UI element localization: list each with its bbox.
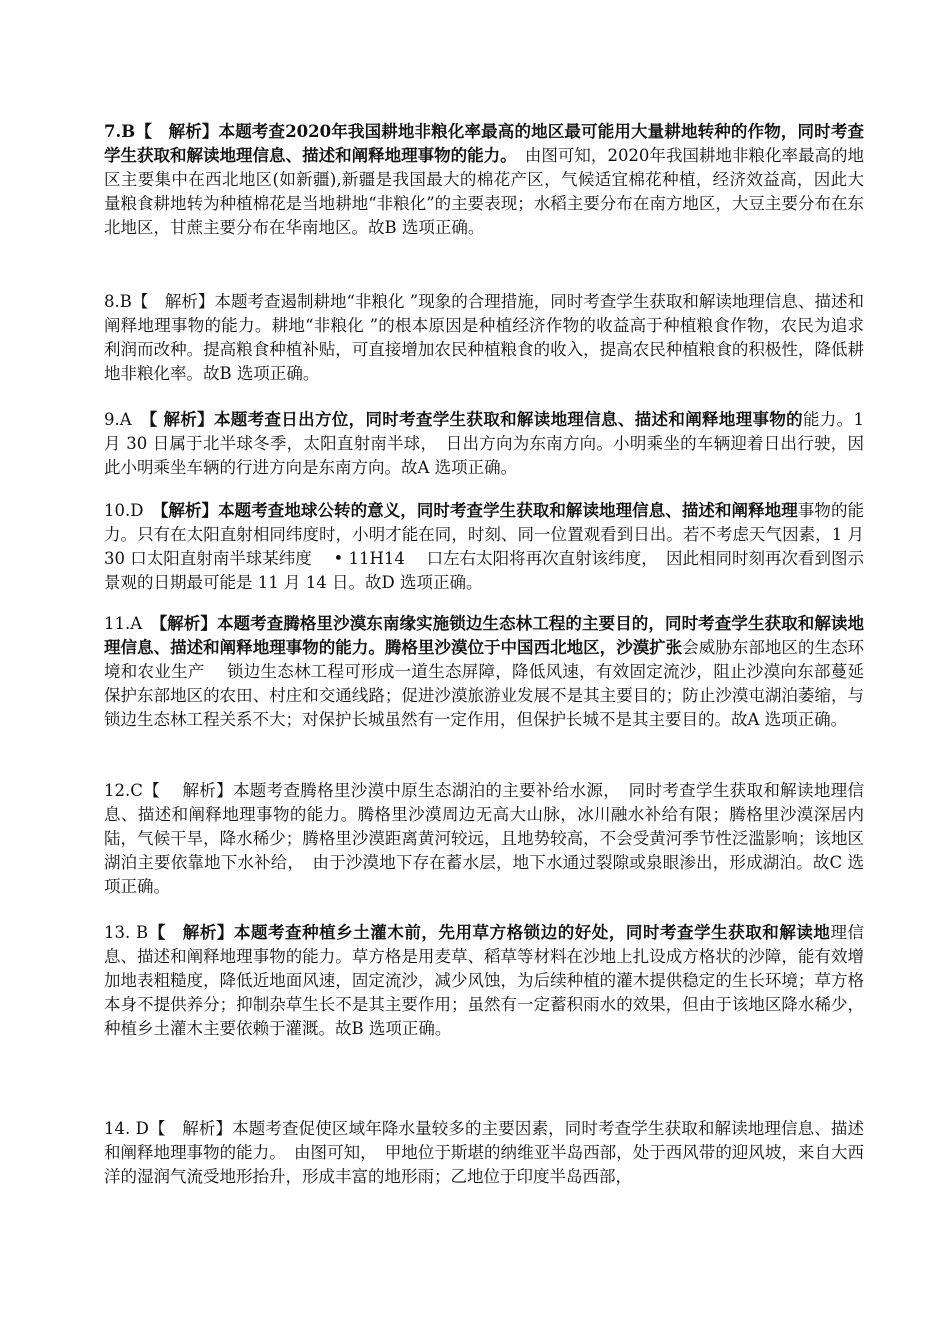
answer-item-8 <box>104 290 864 386</box>
item-number: 8.B <box>104 292 132 311</box>
item-body: 【 解析】本题考查腾格里沙漠中原生态湖泊的主要补给水源， 同时考查学生获取和解读地理信息、描述和阐释地理事物的能力。腾格里沙漠周边无高大山脉，冰川融水补给有限；腾格里沙漠深居内陆，气候干旱，降水稀少；腾格里沙漠距离黄河较远，且地势较高，不会受黄河季节性泛滥影响；该地区湖泊主要依靠地下水补给， 由于沙漠地下存在蓄水层，地下水通过裂隙或泉眼渗出，形成湖泊。故C 选项正确。 <box>104 781 864 896</box>
item-number: 9.A <box>104 410 132 429</box>
item-body: 事物的能力。只有在太阳直射相同纬度时，小明才能在同，时刻、同一位置观看到日出。若不考虑天气因素，1 月 30 口太阳直射南半球某纬度 • 11H14 口左右太阳将再次直射该纬度， 因此相同时刻再次看到图示景观的日期最可能是 11 月 14 日。故D 选项正确。 <box>104 501 865 592</box>
answer-item-12 <box>104 779 864 899</box>
item-body: 理信息、描述和阐释地理事物的能力。草方格是用麦草、稻草等材料在沙地上扎设成方格状的沙障，能有效增加地表粗糙度，降低近地面风速，固定流沙，减少风蚀，为后续种植的灌木提供稳定的生长环境；草方格本身不提供养分；抑制杂草生长不是其主要作用；虽然有一定蓄积雨水的效果，但由于该地区降水稀少，种植乡土灌木主要依赖于灌溉。故B 选项正确。 <box>104 923 864 1038</box>
answer-item-9 <box>104 408 864 480</box>
item-heading: 【 解析】本题考查2020年我国耕地非粮化率最高的地区最可能用大量耕地转种的作物，同时考查学生获取和解读地理信息、描述和阐释地理事物的能力。 <box>104 122 864 165</box>
item-body: 【 解析】本题考查遏制耕地“非粮化 ”现象的合理措施，同时考查学生获取和解读地理信息、描述和阐释地理事物的能力。耕地“非粮化 ”的根本原因是种植经济作物的收益高于种植粮食作物，农民为追求利润而改种。提高粮食种植补贴，可直接增加农民种植粮食的收入，提高农民种植粮食的积极性，降低耕地非粮化率。故B 选项正确。 <box>104 292 864 383</box>
answer-item-7 <box>104 120 864 240</box>
item-number: 14. D <box>104 1119 149 1138</box>
item-number: 13. B <box>104 923 149 942</box>
item-heading: 【解析】本题考查腾格里沙漠东南缘实施锁边生态林工程的主要目的，同时考查学生获取和解读地理信息、描述和阐释地理事物的能力。腾格里沙漠位于中国西北地区，沙漠扩张 <box>104 614 864 657</box>
item-heading: 【解析】本题考查地球公转的意义，同时考查学生获取和解读地理信息、描述和阐释地理 <box>143 501 798 520</box>
item-body: 能力。1 月 30 日属于北半球冬季，太阳直射南半球， 日出方向为东南方向。小明乘坐的车辆迎着日出行驶，因此小明乘坐车辆的行进方向是东南方向。故A 选项正确。 <box>104 410 865 477</box>
item-number: 7.B <box>104 122 136 141</box>
item-heading: 【 解析】本题考查日出方位，同时考查学生获取和解读地理信息、描述和阐释地理事物的 <box>131 410 804 429</box>
answer-item-14 <box>104 1117 864 1189</box>
item-number: 12.C <box>104 781 143 800</box>
item-body: 会威胁东部地区的生态环境和农业生产 锁边生态林工程可形成一道生态屏障，降低风速，有效固定流沙，阻止沙漠向东部蔓延 保护东部地区的农田、村庄和交通线路；促进沙漠旅游业发展不是其主要目的；防止沙漠屯湖泊萎缩，与锁边生态林工程关系不大；对保护长城虽然有一定作用，但保护长城不是其主要目的。故A 选项正确。 <box>104 638 886 729</box>
item-body: 由图可知，2020年我国耕地非粮化率最高的地区主要集中在西北地区(如新疆),新疆是我国最大的棉花产区，气候适宜棉花种植，经济效益高，因此大量粮食耕地转为种植棉花是当地耕地“非粮化”的主要表现；水稻主要分布在南方地区，大豆主要分布在东北地区，甘蔗主要分布在华南地区。故B 选项正确。 <box>104 146 865 237</box>
item-number: 10.D <box>104 501 144 520</box>
item-heading: 【 解析】本题考查种植乡土灌木前，先用草方格锁边的好处，同时考查学生获取和解读地 <box>148 923 831 942</box>
answer-item-13 <box>104 921 864 1041</box>
answer-item-11 <box>104 612 886 732</box>
item-number: 11.A <box>104 614 143 633</box>
item-body: 【 解析】本题考查促使区域年降水量较多的主要因素，同时考查学生获取和解读地理信息、描述和阐释地理事物的能力。 由图可知， 甲地位于斯堪的纳维亚半岛西部，处于西风带的迎风坡，来自大西洋的湿润气流受地形抬升，形成丰富的地形雨；乙地位于印度半岛西部， <box>104 1119 865 1186</box>
answer-item-10 <box>104 499 864 595</box>
